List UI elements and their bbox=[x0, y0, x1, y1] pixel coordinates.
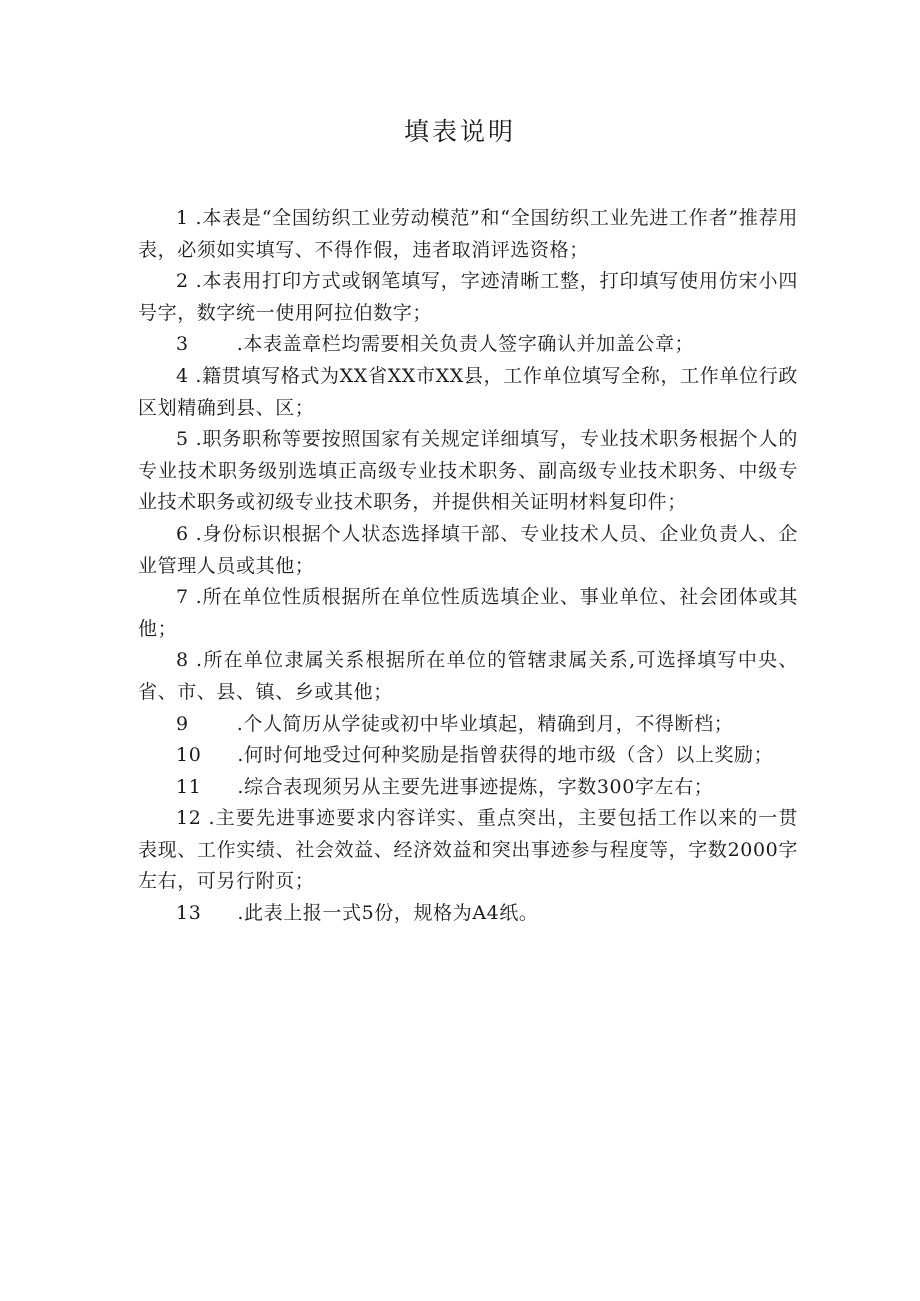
list-item bbox=[138, 709, 798, 741]
item-separator: . bbox=[188, 364, 203, 387]
item-separator: . bbox=[236, 712, 244, 735]
item-number: 10 bbox=[176, 744, 202, 767]
item-text: 主要先进事迹要求内容详实、重点突出，主要包括工作以来的一贯表现、工作实绩、社会效益、经济效益和突出事迹参与程度等，字数2000字左右，可另行附页； bbox=[138, 807, 798, 893]
item-number: 1 bbox=[176, 207, 189, 229]
list-item bbox=[138, 582, 798, 645]
item-number: 2 bbox=[176, 270, 189, 293]
item-text: 本表是“全国纺织工业劳动模范”和“全国纺织工业先进工作者”推荐用表，必须如实填写、不得作假，违者取消评选资格； bbox=[138, 207, 798, 261]
list-item bbox=[138, 803, 798, 898]
item-separator: . bbox=[188, 586, 203, 609]
item-separator: . bbox=[237, 744, 245, 767]
instructions-list bbox=[138, 203, 798, 930]
item-number: 3 bbox=[176, 333, 189, 356]
item-number: 12 bbox=[176, 807, 202, 830]
item-number: 5 bbox=[176, 428, 189, 451]
item-number: 4 bbox=[176, 364, 189, 387]
item-separator: . bbox=[188, 428, 203, 451]
item-separator: . bbox=[188, 207, 203, 229]
item-text: 综合表现须另从主要先进事迹提炼，字数300字左右； bbox=[244, 775, 714, 798]
item-number: 8 bbox=[176, 649, 189, 672]
list-item bbox=[138, 740, 798, 772]
item-text: 个人简历从学徒或初中毕业填起，精确到月，不得断档； bbox=[243, 712, 734, 735]
list-item bbox=[138, 361, 798, 424]
item-number: 7 bbox=[176, 586, 189, 609]
item-text: 职务职称等要按照国家有关规定详细填写，专业技术职务根据个人的专业技术职务级别选填正高级专业技术职务、副高级专业技术职务、中级专业技术职务或初级专业技术职务，并提供相关证明材料复印件； bbox=[138, 428, 798, 514]
item-separator: . bbox=[237, 902, 245, 925]
item-separator: . bbox=[237, 775, 245, 798]
list-item bbox=[138, 329, 798, 361]
list-item bbox=[138, 645, 798, 708]
item-separator: . bbox=[188, 522, 203, 545]
item-number: 6 bbox=[176, 522, 189, 545]
item-separator: . bbox=[201, 807, 216, 830]
list-item bbox=[138, 266, 798, 329]
page-title: 填表说明 bbox=[403, 117, 516, 146]
list-item bbox=[138, 519, 798, 582]
item-separator: . bbox=[188, 270, 203, 293]
item-separator: . bbox=[188, 649, 203, 672]
item-number: 11 bbox=[176, 775, 202, 798]
item-text: 此表上报一式5份，规格为A4纸。 bbox=[244, 902, 539, 925]
item-text: 所在单位性质根据所在单位性质选填企业、事业单位、社会团体或其他； bbox=[138, 586, 798, 640]
list-item bbox=[138, 203, 798, 266]
item-text: 所在单位隶属关系根据所在单位的管辖隶属关系,可选择填写中央、省、市、县、镇、乡或其他； bbox=[138, 649, 799, 703]
list-item bbox=[138, 772, 798, 804]
item-separator: . bbox=[236, 333, 244, 356]
item-text: 何时何地受过何种奖励是指曾获得的地市级（含）以上奖励； bbox=[244, 744, 774, 767]
list-item bbox=[138, 424, 798, 519]
item-text: 身份标识根据个人状态选择填干部、专业技术人员、企业负责人、企业管理人员或其他； bbox=[138, 522, 798, 577]
list-item bbox=[138, 898, 798, 930]
item-text: 本表用打印方式或钢笔填写，字迹清晰工整，打印填写使用仿宋小四号字，数字统一使用阿拉伯数字； bbox=[138, 270, 798, 324]
item-text: 本表盖章栏均需要相关负责人签字确认并加盖公章； bbox=[243, 333, 695, 356]
item-number: 9 bbox=[176, 712, 189, 735]
item-text: 籍贯填写格式为XX省XX市XX县，工作单位填写全称，工作单位行政区划精确到县、区； bbox=[138, 364, 798, 419]
item-number: 13 bbox=[176, 902, 202, 925]
